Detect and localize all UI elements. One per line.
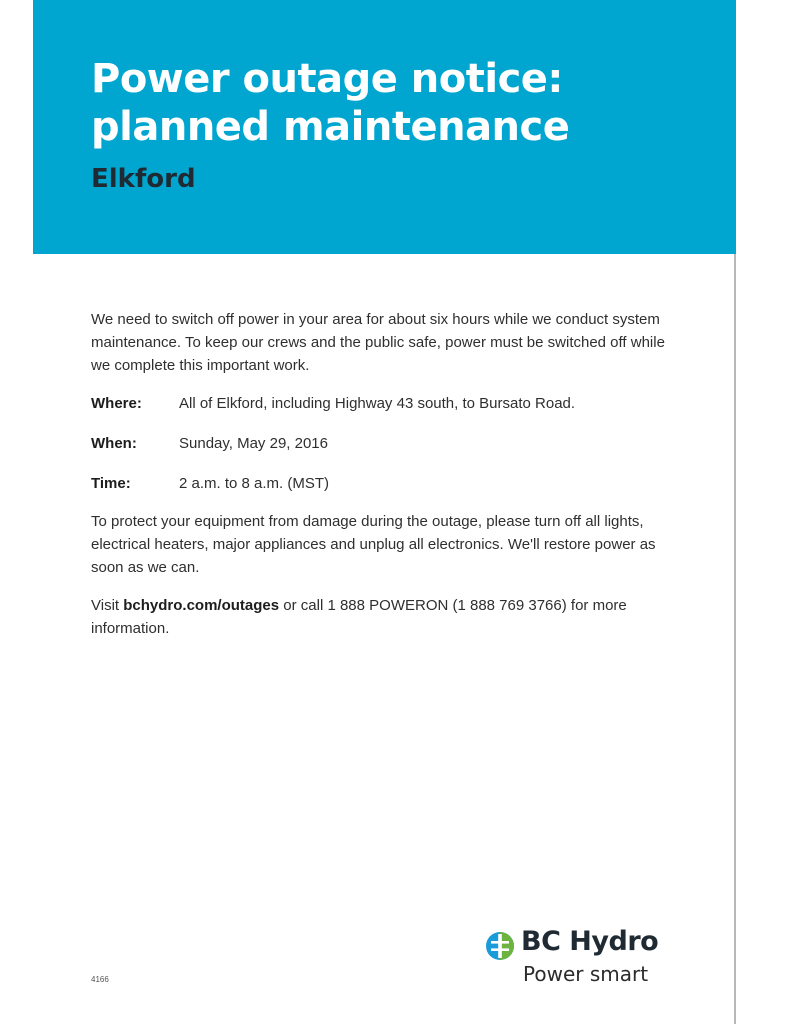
location-subtitle: Elkford — [91, 164, 196, 194]
detail-value: All of Elkford, including Highway 43 south, to Bursato Road. — [179, 395, 576, 412]
brand-name: BC Hydro — [521, 926, 659, 957]
visit-paragraph — [91, 594, 681, 640]
visit-prefix: Visit — [91, 597, 124, 614]
detail-label: When: — [91, 435, 137, 452]
page-title — [91, 55, 569, 151]
visit-suffix: or call 1 888 POWERON (1 888 769 3766) for more information. — [91, 597, 627, 637]
detail-value: Sunday, May 29, 2016 — [179, 435, 328, 452]
detail-value: 2 a.m. to 8 a.m. (MST) — [179, 475, 330, 492]
detail-time — [91, 472, 681, 512]
detail-label: Time: — [91, 475, 131, 492]
notice-body — [91, 308, 681, 640]
intro-paragraph: We need to switch off power in your area for about six hours while we conduct system maintenance. To keep our crews and the public safe, power must be switched off while we complete this important work. — [91, 311, 665, 374]
header-banner — [33, 0, 736, 254]
bc-hydro-logo-icon — [485, 931, 515, 961]
document-code: 4166 — [91, 975, 109, 984]
title-line-2: planned maintenance — [91, 104, 570, 150]
notice-page — [33, 0, 736, 1024]
detail-label: Where: — [91, 395, 142, 412]
detail-where — [91, 392, 681, 432]
outages-link[interactable]: bchydro.com/outages — [123, 597, 280, 614]
title-line-1: Power outage notice: — [91, 56, 563, 102]
bc-hydro-logo — [485, 926, 685, 990]
protect-paragraph: To protect your equipment from damage during the outage, please turn off all lights, electrical heaters, major appliances and unplug all electronics. We'll restore power as soon as we can. — [91, 513, 656, 576]
detail-when — [91, 432, 681, 472]
brand-tagline: Power smart — [523, 962, 649, 986]
